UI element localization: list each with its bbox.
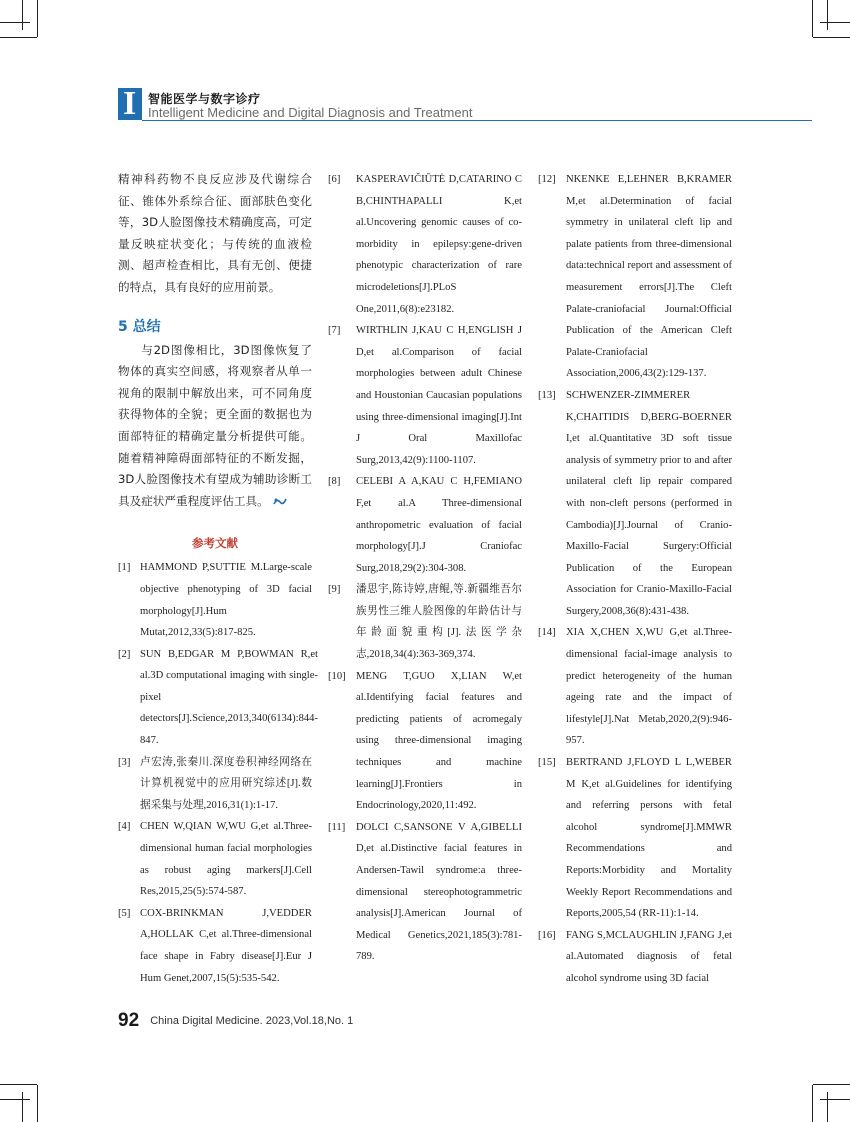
page-number: 92: [118, 1010, 140, 1031]
column-2: [328, 169, 522, 968]
reference-text: COX-BRINKMAN J,VEDDER A,HOLLAK C,et al.Three-dimensional face shape in Fabry disease[J].Eur J Hum Genet,2007,15(5):535-542.: [140, 907, 312, 984]
running-header: [118, 85, 812, 122]
reference-number: [1]: [118, 562, 131, 574]
reference-text: XIA X,CHEN X,WU G,et al.Three-dimensional facial-image analysis to predict heterogeneity of the human ageing rate and the impact of lifestyle[J].Nat Metab,2020,2(9):946-957.: [566, 627, 732, 747]
reference-text: 卢宏涛,张秦川.深度卷积神经网络在计算机视觉中的应用研究综述[J].数据采集与处理,2016,31(1):1-17.: [140, 756, 312, 811]
crop-mark: [827, 1092, 828, 1122]
reference-text: SCHWENZER-ZIMMERER K,CHAITIDIS D,BERG-BOERNER I,et al.Quantitative 3D soft tissue analysis of symmetry prior to and after unilateral cleft lip repair compared with non-cleft persons (performed in Cambodia)[J].Journal of Cranio-Maxillo-Facial Surgery:Official Publication of the European Association for Cranio-Maxillo-Facial Surgery,2008,36(8):431-438.: [566, 389, 732, 617]
body-paragraph: 精神科药物不良反应涉及代谢综合征、锥体外系综合征、面部肤色变化等，3D人脸图像技术精确度高，可定量反映症状变化；与传统的血液检测、超声检查相比，具有无创、便捷的特点，具有良好的应用前景。: [118, 172, 312, 294]
reference-number: [6]: [328, 174, 341, 185]
journal-logo: [118, 85, 142, 122]
crop-mark: [0, 1099, 30, 1100]
crop-mark: [0, 1084, 37, 1085]
reference-item: [118, 816, 312, 902]
crop-mark: [22, 0, 23, 30]
reference-text: MENG T,GUO X,LIAN W,et al.Identifying facial features and predicting patients of acromegaly using three-dimensional imaging techniques and machine learning[J].Frontiers in Endocrinology,2020,11:492.: [356, 670, 522, 812]
reference-item: [538, 925, 732, 990]
crop-mark: [37, 1085, 38, 1122]
crop-mark: [827, 0, 828, 30]
references-title: 参考文献: [192, 536, 238, 551]
reference-item: [118, 903, 312, 989]
end-mark-icon: [273, 497, 287, 506]
reference-item: [538, 752, 732, 925]
reference-number: [8]: [328, 476, 341, 488]
reference-item: [328, 666, 522, 817]
journal-logo-letter: I: [123, 85, 137, 122]
page-footer: [118, 1010, 353, 1032]
reference-item: [118, 557, 312, 643]
body-paragraph: [118, 340, 312, 513]
reference-item: [328, 169, 522, 320]
reference-text: WIRTHLIN J,KAU C H,ENGLISH J D,et al.Comparison of facial morphologies between adult Chinese and Houstonian Caucasian populations using three-dimensional imaging[J].Int J Oral Maxillofac Surg,2013,42(9):1100-1107.: [356, 325, 522, 466]
crop-mark: [820, 22, 850, 23]
reference-item: [118, 752, 312, 817]
reference-number: [3]: [118, 756, 131, 768]
reference-number: [11]: [328, 821, 346, 833]
reference-number: [14]: [538, 627, 556, 639]
reference-text: SUN B,EDGAR M P,BOWMAN R,et al.3D computational imaging with single-pixel detectors[J].Science,2013,340(6134):844-847.: [140, 648, 318, 747]
reference-number: [4]: [118, 821, 131, 833]
reference-item: [328, 817, 522, 968]
section-title: 5 总结: [118, 318, 161, 335]
reference-text: CELEBI A A,KAU C H,FEMIANO F,et al.A Three-dimensional anthropometric evaluation of facial morphology[J].J Craniofac Surg,2018,29(2):304-308.: [356, 476, 522, 574]
crop-mark: [820, 1099, 850, 1100]
reference-text: 潘思宇,陈诗婷,唐鲲,等.新疆维吾尔族男性三维人脸图像的年龄估计与年龄面貌重构[J].法医学杂志,2018,34(4):363-369,374.: [356, 584, 522, 661]
crop-mark: [0, 37, 37, 38]
crop-mark: [813, 1084, 850, 1085]
reference-text: FANG S,MCLAUGHLIN J,FANG J,et al.Automated diagnosis of fetal alcohol syndrome using 3D facial: [566, 929, 732, 984]
reference-list: [118, 557, 318, 989]
journal-title-en: Intelligent Medicine and Digital Diagnosis and Treatment: [148, 105, 473, 120]
reference-item: [328, 579, 522, 665]
reference-text: NKENKE E,LEHNER B,KRAMER M,et al.Determination of facial symmetry in unilateral cleft lip and palate patients from three-dimensional data:technical report and assessment of measurement errors[J].The Cleft Palate-craniofacial Journal:Official Publication of the American Cleft Palate-Craniofacial Association,2006,43(2):129-137.: [566, 174, 732, 380]
column-3: [538, 169, 732, 990]
column-1: [118, 169, 318, 989]
reference-number: [2]: [118, 648, 131, 660]
reference-text: DOLCI C,SANSONE V A,GIBELLI D,et al.Distinctive facial features in Andersen-Tawil syndrome:a three-dimensional stereophotogrammetric analysis[J].American Journal of Medical Genetics,2021,185(3):781-789.: [356, 821, 522, 963]
reference-item: [328, 471, 522, 579]
reference-number: [12]: [538, 174, 556, 185]
reference-list: [538, 169, 732, 990]
reference-list: [328, 169, 522, 968]
crop-mark: [37, 0, 38, 37]
reference-number: [5]: [118, 907, 131, 919]
crop-mark: [813, 37, 850, 38]
reference-text: BERTRAND J,FLOYD L L,WEBER M K,et al.Guidelines for identifying and referring persons with fetal alcohol syndrome[J].MMWR Recommendations and Reports:Morbidity and Mortality Weekly Report Recommendations and Reports,2005,54 (RR-11):1-14.: [566, 757, 732, 920]
reference-text: HAMMOND P,SUTTIE M.Large-scale objective phenotyping of 3D facial morphology[J].Hum Mutat,2012,33(5):817-825.: [140, 562, 312, 639]
reference-text: KASPERAVIČIŪTĖ D,CATARINO C B,CHINTHAPALLI K,et al.Uncovering genomic causes of co-morbidity in epilepsy:gene-driven phenotypic characterization of rare microdeletions[J].PLoS One,2011,6(8):e23182.: [356, 174, 522, 315]
journal-title-cn: 智能医学与数字诊疗: [148, 92, 261, 106]
crop-mark: [812, 1085, 813, 1122]
reference-item: [538, 169, 732, 385]
reference-item: [118, 644, 318, 752]
reference-item: [538, 622, 732, 752]
crop-mark: [812, 0, 813, 37]
conclusion-text: 与2D图像相比，3D图像恢复了物体的真实空间感，将观察者从单一视角的限制中解放出来，可不同角度获得物体的全貌；更全面的数据也为面部特征的精确定量分析提供可能。随着精神障碍面部特征的不断发掘，3D人脸图像技术有望成为辅助诊断工具及症状严重程度评估工具。: [118, 342, 312, 508]
reference-item: [328, 320, 522, 471]
reference-item: [538, 385, 732, 623]
reference-number: [7]: [328, 325, 341, 337]
reference-number: [9]: [328, 584, 341, 596]
header-rule: [142, 120, 812, 121]
crop-mark: [22, 1092, 23, 1122]
journal-citation: China Digital Medicine. 2023,Vol.18,No. 1: [150, 1015, 354, 1027]
reference-number: [15]: [538, 757, 556, 769]
reference-number: [10]: [328, 670, 346, 682]
crop-mark: [0, 22, 30, 23]
reference-number: [16]: [538, 929, 556, 941]
reference-number: [13]: [538, 389, 556, 401]
reference-text: CHEN W,QIAN W,WU G,et al.Three-dimensional human facial morphologies as robust aging markers[J].Cell Res,2015,25(5):574-587.: [140, 821, 312, 898]
